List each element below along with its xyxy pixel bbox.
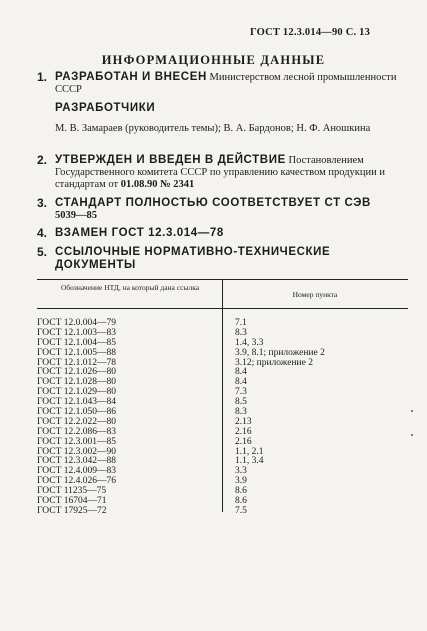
scan-speck <box>411 434 413 436</box>
table-cell-document: ГОСТ 12.1.029—80 <box>37 387 116 398</box>
section-1-heading: РАЗРАБОТАН И ВНЕСЕН <box>55 71 207 83</box>
table-cell-clause: 7.1 <box>235 318 247 328</box>
table-cell-document: ГОСТ 11235—75 <box>37 486 107 497</box>
table-cell-document: ГОСТ 12.3.001—85 <box>37 436 116 447</box>
table-cell-clause: 1.4, 3.3 <box>235 337 264 348</box>
table-row <box>37 377 408 387</box>
table-cell-clause: 2.13 <box>235 416 252 427</box>
table-cell-document: ГОСТ 12.1.003—83 <box>37 327 116 338</box>
table-row <box>37 387 408 397</box>
table-cell-document: ГОСТ 17925—72 <box>37 505 107 516</box>
table-cell-clause: 7.5 <box>235 505 247 516</box>
table-cell-clause: 1.1, 2.1 <box>235 446 264 457</box>
section-4 <box>37 227 409 240</box>
section-5-heading: ССЫЛОЧНЫЕ НОРМАТИВНО-ТЕХНИЧЕСКИЕ ДОКУМЕНТЫ <box>55 246 331 271</box>
table-row <box>37 348 408 358</box>
table-cell-clause: 8.4 <box>235 377 247 388</box>
table-header-document: Обозначение НТД, на который дана ссылка <box>60 283 200 292</box>
section-2-date: 01.08.90 № 2341 <box>120 179 195 190</box>
section-2 <box>37 154 409 191</box>
section-3-standard: 5039—85 <box>55 210 97 221</box>
table-cell-clause: 8.6 <box>235 486 247 497</box>
table-cell-clause: 7.3 <box>235 387 247 398</box>
section-1-number: 1. <box>37 70 48 84</box>
table-cell-clause: 3.9, 8.1; приложение 2 <box>235 347 325 358</box>
section-5 <box>37 246 409 272</box>
table-cell-clause: 2.16 <box>235 436 252 447</box>
table-cell-clause: 3.3 <box>235 466 247 477</box>
table-cell-clause: 8.5 <box>235 397 247 408</box>
table-row <box>37 367 408 377</box>
table-row <box>37 456 408 466</box>
table-cell-document: ГОСТ 12.2.022—80 <box>37 416 116 427</box>
table-row <box>37 447 408 457</box>
section-5-number: 5. <box>37 245 48 259</box>
table-cell-clause: 8.3 <box>235 327 247 338</box>
table-cell-clause: 8.6 <box>235 496 247 507</box>
table-header-rule <box>37 308 408 309</box>
table-row <box>37 466 408 476</box>
table-row <box>37 506 408 516</box>
table-row <box>37 496 408 506</box>
section-3-number: 3. <box>37 196 48 210</box>
table-row <box>37 486 408 496</box>
table-row <box>37 476 408 486</box>
table-cell-document: ГОСТ 12.3.042—88 <box>37 456 116 467</box>
developers-names: М. В. Замараев (руководитель темы); В. А. Бардонов; Н. Ф. Аношкина <box>55 123 371 134</box>
table-cell-clause: 2.16 <box>235 426 252 437</box>
table-row <box>37 407 408 417</box>
section-2-heading: УТВЕРЖДЕН И ВВЕДЕН В ДЕЙСТВИЕ <box>55 154 286 166</box>
section-3-heading: СТАНДАРТ ПОЛНОСТЬЮ СООТВЕТСТВУЕТ СТ СЭВ <box>55 197 371 209</box>
table-cell-clause: 3.12; приложение 2 <box>235 357 313 368</box>
table-row <box>37 397 408 407</box>
table-cell-document: ГОСТ 12.4.009—83 <box>37 466 116 477</box>
table-body <box>37 318 408 516</box>
document-title: ИНФОРМАЦИОННЫЕ ДАННЫЕ <box>101 53 326 67</box>
table-cell-document: ГОСТ 12.1.005—88 <box>37 347 116 358</box>
table-row <box>37 427 408 437</box>
section-1-text: Министерством лесной промышленности СССР <box>55 72 397 95</box>
table-cell-clause: 8.4 <box>235 367 247 378</box>
table-cell-document: ГОСТ 12.1.028—80 <box>37 377 116 388</box>
table-cell-document: ГОСТ 12.1.004—85 <box>37 337 116 348</box>
page-header: ГОСТ 12.3.014—90 С. 13 <box>250 27 371 38</box>
table-cell-document: ГОСТ 12.1.012—78 <box>37 357 116 368</box>
table-cell-document: ГОСТ 12.4.026—76 <box>37 476 116 487</box>
section-4-number: 4. <box>37 226 48 240</box>
table-row <box>37 417 408 427</box>
scan-speck <box>411 410 413 412</box>
table-row <box>37 328 408 338</box>
table-cell-document: ГОСТ 12.1.050—86 <box>37 407 116 418</box>
table-cell-document: ГОСТ 12.1.026—80 <box>37 367 116 378</box>
table-row <box>37 318 408 328</box>
table-cell-document: ГОСТ 16704—71 <box>37 496 107 507</box>
table-cell-document: ГОСТ 12.3.002—90 <box>37 446 116 457</box>
section-2-number: 2. <box>37 153 48 167</box>
table-cell-clause: 8.3 <box>235 407 247 418</box>
table-cell-document: ГОСТ 12.0.004—79 <box>37 318 116 328</box>
table-cell-clause: 3.9 <box>235 476 247 487</box>
table-row <box>37 338 408 348</box>
section-3 <box>37 197 409 222</box>
table-cell-document: ГОСТ 12.2.086—83 <box>37 426 116 437</box>
table-header-clause: Номер пункта <box>292 290 338 299</box>
table-row <box>37 437 408 447</box>
section-1 <box>37 71 409 96</box>
section-4-heading: ВЗАМЕН ГОСТ 12.3.014—78 <box>55 227 224 239</box>
table-cell-document: ГОСТ 12.1.043—84 <box>37 397 116 408</box>
developers-heading: РАЗРАБОТЧИКИ <box>55 102 156 114</box>
table-cell-clause: 1.1, 3.4 <box>235 456 264 467</box>
section-2-text: Постановлением Государственного комитета СССР по управлению качеством продукции и стандартам от <box>55 155 385 190</box>
table-row <box>37 358 408 368</box>
